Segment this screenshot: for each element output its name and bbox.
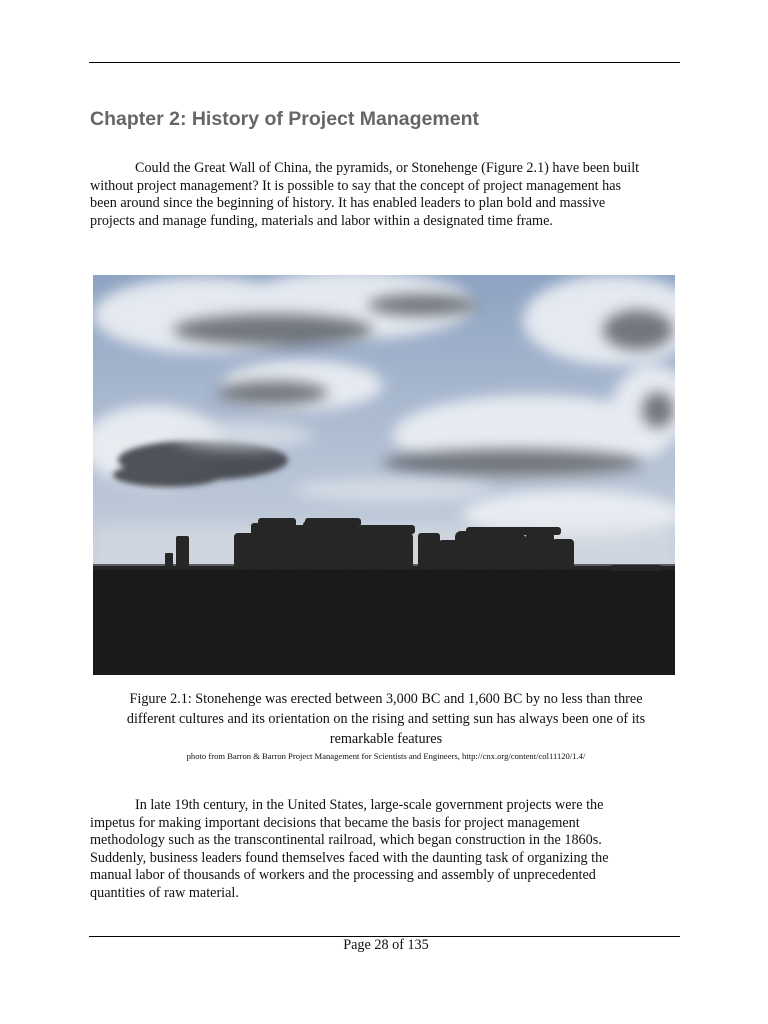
figure-caption xyxy=(90,689,682,749)
paragraph-line: Suddenly, business leaders found themselves faced with the daunting task of organizing the xyxy=(90,849,609,866)
photo-credit: photo from Barron & Barron Project Management for Scientists and Engineers, http://cnx.org/content/col11120/1.4/ xyxy=(186,751,586,761)
paragraph-line: impetus for making important decisions that became the basis for project management xyxy=(90,814,580,831)
caption-line: Figure 2.1: Stonehenge was erected between 3,000 BC and 1,600 BC by no less than three xyxy=(129,691,643,707)
page-number: Page 28 of 135 xyxy=(343,937,429,953)
intro-paragraph xyxy=(90,160,682,230)
paragraph-line: manual labor of thousands of workers and the processing and assembly of unprecedented xyxy=(90,867,596,884)
caption-line: remarkable features xyxy=(329,731,443,747)
paragraph-line: quantities of raw material. xyxy=(90,884,239,901)
paragraph-line: projects and manage funding, materials and labor within a designated time frame. xyxy=(90,212,553,229)
stonehenge-photo-illustration xyxy=(93,275,675,675)
paragraph-line: methodology such as the transcontinental railroad, which began construction in the 1860s. xyxy=(90,832,602,849)
history-paragraph xyxy=(90,797,682,903)
paragraph-line: Could the Great Wall of China, the pyramids, or Stonehenge (Figure 2.1) have been built xyxy=(135,160,640,176)
caption-line: different cultures and its orientation on the rising and setting sun has always been one of its xyxy=(126,711,646,727)
paragraph-line: In late 19th century, in the United States, large-scale government projects were the xyxy=(135,797,604,813)
chapter-title: Chapter 2: History of Project Management xyxy=(90,108,479,130)
paragraph-line: been around since the beginning of history. It has enabled leaders to plan bold and massive xyxy=(90,195,606,212)
paragraph-line: without project management? It is possible to say that the concept of project management has xyxy=(90,177,622,194)
header-rule xyxy=(89,62,680,63)
stonehenge-photo xyxy=(93,275,675,675)
